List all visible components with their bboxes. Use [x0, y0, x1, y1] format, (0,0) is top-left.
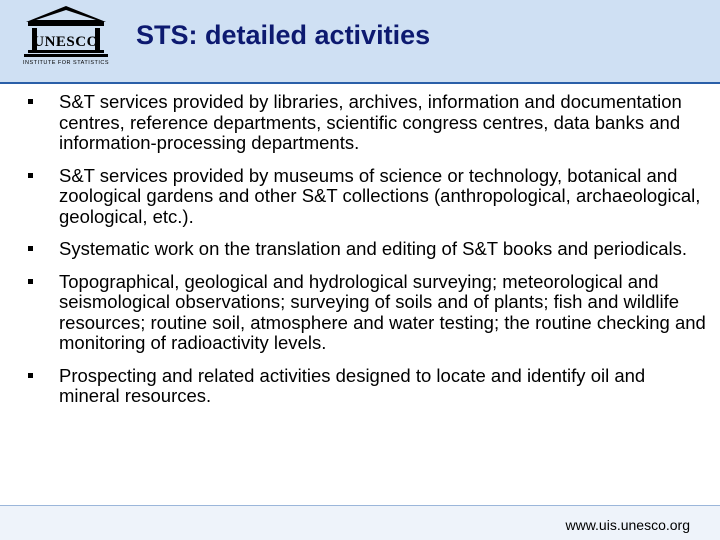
square-bullet-icon: [28, 99, 33, 104]
logo-subtext: INSTITUTE FOR STATISTICS: [22, 60, 110, 66]
list-item: [28, 92, 708, 154]
slide-footer: [0, 505, 720, 540]
square-bullet-icon: [28, 246, 33, 251]
footer-url: www.uis.unesco.org: [565, 517, 690, 533]
square-bullet-icon: [28, 279, 33, 284]
logo-wordmark: UNESCO: [33, 34, 99, 50]
list-item: [28, 166, 708, 228]
bullet-list: [28, 92, 708, 419]
bullet-text: Topographical, geological and hydrological surveying; meteorological and seismological observations; surveying of soils and of plants; fish and wildlife resources; routine soil, atmosphere and water testing; the routine checking and monitoring of radioactivity levels.: [59, 270, 706, 353]
square-bullet-icon: [28, 373, 33, 378]
list-item: [28, 366, 708, 407]
page-title: STS: detailed activities: [136, 20, 431, 50]
list-item: [28, 239, 708, 260]
bullet-text: Prospecting and related activities designed to locate and identify oil and mineral resources.: [59, 364, 646, 406]
bullet-text: Systematic work on the translation and editing of S&T books and periodicals.: [59, 238, 687, 259]
unesco-temple-icon: [22, 4, 110, 60]
slide-header: [0, 0, 720, 84]
square-bullet-icon: [28, 173, 33, 178]
bullet-text: S&T services provided by museums of science or technology, botanical and zoological gardens and other S&T collections (anthropological, archaeological, geological, etc.).: [59, 164, 701, 227]
list-item: [28, 272, 708, 354]
unesco-logo: [22, 4, 110, 72]
bullet-text: S&T services provided by libraries, archives, information and documentation centres, reference departments, scientific congress centres, data banks and information-processing departments.: [59, 91, 682, 153]
footer-divider: [0, 505, 720, 506]
